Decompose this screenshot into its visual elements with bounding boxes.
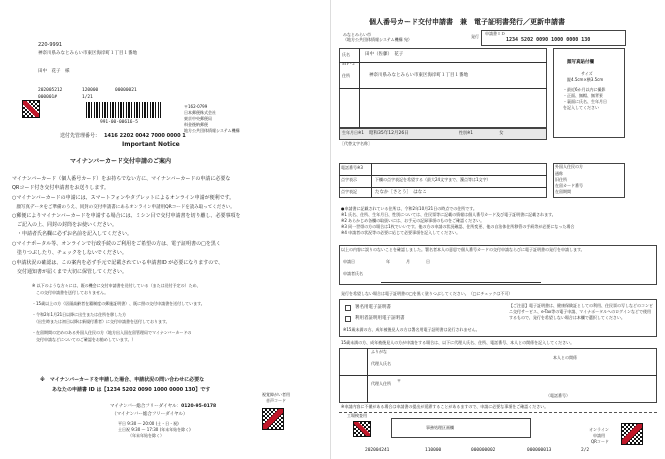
footer-left-label: 工場検査用	[347, 413, 367, 418]
proxy-phone-label: （電話番号）	[546, 393, 570, 398]
online-qr-label: QRコード	[591, 439, 609, 444]
photo-note: ・裏面に氏名、生年月日	[563, 99, 607, 104]
consent-text: 以上の内容に誤りのないことを確認しました。署名者本人の意思で個人番号カードの交付申請ならびに電子証明書の発行を申請します。	[341, 247, 585, 252]
note-line: ※ 以下のような方々には、既の機会に交付申請書を送付している（または送付予定の）ため、	[32, 283, 201, 288]
note-line: （出生時または初日以降は新規付番者）に交付申請書を送付しております。	[32, 319, 170, 324]
sender-line: 日本郵便株式会社	[184, 110, 216, 115]
instruction-line: ※4 申請者の状況等の必要に応じて必要事項を記入してください。	[341, 230, 461, 235]
hours-line: （年末年始を除く）	[128, 433, 164, 438]
sex-value: 女	[499, 131, 504, 136]
dob-label: 生年月日※1	[342, 130, 364, 135]
photo-size-value: 縦4.5cm×横3.5cm	[567, 77, 604, 82]
proxy-intro: 15歳未満の方、成年被後見人の方が申請をする場合は、以下に代理人氏名、住所、電話番号、本人との関係を記入してください。	[341, 340, 575, 345]
barcode	[86, 102, 161, 118]
cert-note: ※15歳未満の方、成年被後見人の方は署名用電子証明書は発行されません。	[343, 327, 480, 332]
instructions	[341, 206, 661, 236]
application-form	[330, 0, 665, 459]
date-month: 月	[406, 259, 410, 264]
proxy-address-label: 代理人住所	[371, 381, 391, 386]
proxy-address-mark: 〒	[397, 378, 401, 383]
dob-value: 昭和35年12月26日	[369, 131, 409, 136]
recipient-name: 田中 花子 様	[38, 69, 70, 74]
note-line: ・在留期間の定めのある外国人住民の方（地方出入国在留管理局でマイナンバーカードの	[32, 330, 192, 335]
voice-code-label: 音声コード	[266, 398, 286, 403]
paragraph: 塗りつぶしたり、チェックをしないでください。	[12, 250, 127, 256]
alt-name-label: ［代替文字名称］	[340, 141, 372, 146]
notes-section	[32, 282, 322, 343]
photo-size-label: サイズ	[581, 71, 593, 76]
proxy-name-label: 代理人氏名	[371, 361, 391, 366]
sender-info	[184, 104, 240, 134]
footer-number: 000000002	[471, 448, 496, 453]
cert-text: 発行を希望しない場合は電子証明書の□を黒く塗りつぶしてください。（□にチェックは不可）	[341, 291, 513, 296]
online-qr-label: オンライン	[589, 427, 609, 432]
footer-number: 000000013	[527, 448, 552, 453]
instruction-line: ※2 あらかじめ各欄の取扱いには、お手元の記録事項のものをご確認ください。	[341, 218, 485, 223]
sender-line: 料金後納郵便	[184, 122, 208, 127]
paragraph: ○マイナポータル等、オンラインで行政手続のご利用をご希望の方は、電子証明書の□を黒く	[12, 241, 221, 247]
date-day: 日	[426, 259, 430, 264]
bottom-note-1: ※ マイナンバーカードを申請した場合、申請状況の問い合わせに必要な	[40, 377, 205, 383]
name-value: 田中（佐藤） 花子	[365, 52, 404, 57]
page-count: 2/2	[581, 448, 590, 453]
date-label: 申請日	[343, 259, 355, 264]
paragraph: ご記入の上、同封の封筒をお使いください。	[12, 222, 118, 228]
photo-note: ・正面、無帽、無背景	[563, 93, 603, 98]
photo-note: を記入してください	[563, 105, 599, 110]
cert-option: 署名用電子証明書	[355, 305, 391, 310]
note-line: ・令和2年1月21日以降に出生または住所を移した方	[32, 312, 127, 317]
cert-checkbox[interactable]	[345, 305, 351, 311]
recipient-address: 神奈川県みなとみらい市東区海岸町１丁目１番地	[38, 51, 137, 56]
voice-code-icon	[262, 408, 284, 430]
voice-code-label: 視覚障がい者用	[262, 392, 290, 397]
qr-code-icon	[22, 100, 40, 118]
sender-line: 地方公共団体情報システム機構	[184, 128, 240, 133]
online-qr-label: 申請用	[593, 433, 605, 438]
foreign-field: 在留期間	[555, 189, 571, 194]
relation-label: 本人との関係	[553, 355, 577, 360]
name-label: 氏名	[342, 52, 350, 57]
app-id-label: 申請書ＩＤ	[485, 31, 505, 36]
foreign-label: 外国人住民の方	[555, 164, 583, 169]
proxy-kana: ふりがな	[371, 349, 387, 354]
braille-option-label: 点字表示	[341, 177, 357, 182]
kana-label: ＭＦ-２	[342, 61, 356, 66]
tracking-number: 1416 2202 0042 7000 0000 1	[104, 133, 186, 139]
cert-option: 利用者証明用電子証明書	[355, 316, 405, 321]
inspection-code-icon	[353, 421, 371, 437]
paragraph: ○郵便によりマイナンバーカードを申請する場合には、ミシン目で交付申請書を切り離し、必要事項を	[12, 213, 241, 219]
code-line-2a: 000001#	[38, 95, 57, 100]
braille-value: たなか［さとう］ はなこ	[375, 190, 427, 195]
tracking-label: 送付先管理番号：	[60, 133, 101, 139]
signature-line[interactable]	[381, 282, 541, 283]
cert-checkbox[interactable]	[345, 316, 351, 322]
form-title: 個人番号カード交付申請書 兼 電子証明書発行／更新申請書	[369, 18, 565, 26]
note-line: ・15歳以上の方（居頭高齢者在籍制度の郵施証明書）、既に照の交付申請書を送付しています。	[32, 301, 205, 306]
helpline: マイナンバー総合フリーダイヤル：0120-95-0178	[110, 404, 217, 409]
code-line-1c: 00000021	[115, 88, 137, 93]
paragraph: マイナンバーカード（個人番号カード）をお持ちでない方に、マイナンバーカードの申請に必要な	[12, 176, 231, 182]
helpline-sub: （マイナンバー総合フリーダイヤル）	[112, 412, 188, 417]
paragraph: ○申請状況の確認は、この案内を必ず手元で記載されている申請書ID が必要になりますので、	[12, 260, 224, 266]
issuer-label: 発行	[471, 34, 479, 39]
code-line-1a: 202005212	[38, 88, 63, 93]
sender-line: 東京中央郵便局	[184, 116, 212, 121]
notice-letter	[0, 0, 330, 459]
code-line-2b: 1/21	[82, 95, 93, 100]
applicant-label: 申請者氏名	[343, 271, 363, 276]
barcode-number: 991-00-00616-5	[100, 120, 138, 125]
code-line-1b: 120000	[82, 88, 99, 93]
org-name: みなとみらい市 （地方公共団体情報システム機構 宛）	[343, 32, 412, 42]
paragraph: ○マイナンバーカードの申請には、スマートフォンやタブレットによるオンライン申請が便利です。	[12, 195, 235, 201]
paragraph: ・申請者氏名欄に必ずお名前を記入してください。	[12, 231, 133, 237]
notice-heading: マイナンバーカード交付申請のご案内	[70, 158, 172, 165]
paragraph: QRコード付き交付申請書をお送りします。	[12, 185, 110, 191]
important-notice: Important Notice	[122, 141, 180, 148]
photo-note: ・最近6か月以内に撮影	[563, 87, 606, 92]
processing-label: 事務処理区画欄	[426, 425, 454, 430]
cert-caution: 【ご注意】電子証明書は、健康保険証としての利用、住民票の写しなどのコンビニ交付サービス、e-Tax等の電子申請、マイナポータルへのログインなどで使用するもので、発行を希望しない場合は本欄で選択してください。	[509, 303, 653, 320]
helpline-number: 0120-95-0178	[181, 404, 217, 409]
address-value: 神奈川県みなとみらい市東区海岸町１丁目１番地	[369, 73, 468, 78]
footer-number: 110000	[425, 448, 442, 453]
app-id-value: 1234 5202 0090 1000 0000 130	[506, 37, 591, 43]
application-id: 1234 5202 0090 1000 0000 130	[106, 387, 196, 393]
online-application-qr-icon[interactable]	[621, 423, 643, 445]
hours-line: 平日 9:30 ～ 20:00 (土・日・祝)	[118, 421, 179, 426]
note-line: この交付申請書を送付しておりません。	[32, 290, 109, 295]
address-label: 住所	[342, 73, 350, 78]
photo-label: 顔写真貼付欄	[567, 60, 594, 65]
proxy-box	[339, 348, 657, 403]
paragraph: 交付通知書が届くまで大切に保管してください。	[12, 269, 128, 275]
note-line: 交付申請などについてのご確認をお勧めしています。）	[32, 337, 136, 342]
bottom-note-2: あなたの申請書 ID は【1234 5202 0090 1000 0000 130】です	[52, 387, 211, 393]
braille-option-text[interactable]: 下欄の点字表記を希望する（最大24文字まで、濁点等は1文字）	[375, 177, 491, 182]
date-year: 年	[386, 259, 390, 264]
hours-line: 土日祝 9:30 ～ 17:30 (年末年始を除く)	[118, 427, 191, 432]
processing-area	[391, 418, 531, 438]
paragraph: 顔写真データをご準備のうえ、同封の交付申請書にあるオンライン申請用QRコードを読み取ってください。	[12, 205, 235, 210]
foreign-field: 通称	[555, 171, 563, 176]
phone-label: 電話番号※3	[341, 165, 363, 170]
postal-code: 220-9991	[38, 42, 63, 48]
instruction-line: ※1 氏名、住所、生年月日、性別については、住民票等に記載の情報は個人番号カード及び電子証明書に記載されます。	[341, 212, 556, 217]
sender-line: 〒162-0799	[184, 104, 208, 109]
foreign-field: 旧住所	[555, 177, 567, 182]
notice-body	[12, 175, 322, 277]
foreign-field: 在留カード番号	[555, 183, 583, 188]
instruction-line: ●申請書に記載されている住所は、令和2年10月21日の時点での住所です。	[341, 206, 477, 211]
bottom-notice: ※申請内容に不備がある場合は申請書の提出が延滞することがあるますので、申請に必要な事項をご確認ください。	[341, 404, 549, 409]
instruction-line: ※3 同一世帯の方の場合は1枚でいいです。他の方の申請の状況確認、住所変更、他の自治体住所移管の手続等が必要になった場合	[341, 224, 575, 229]
footer-number: 202004241	[365, 448, 390, 453]
braille-label: 点字表記	[341, 189, 357, 194]
sex-label: 性別※1	[459, 130, 473, 135]
